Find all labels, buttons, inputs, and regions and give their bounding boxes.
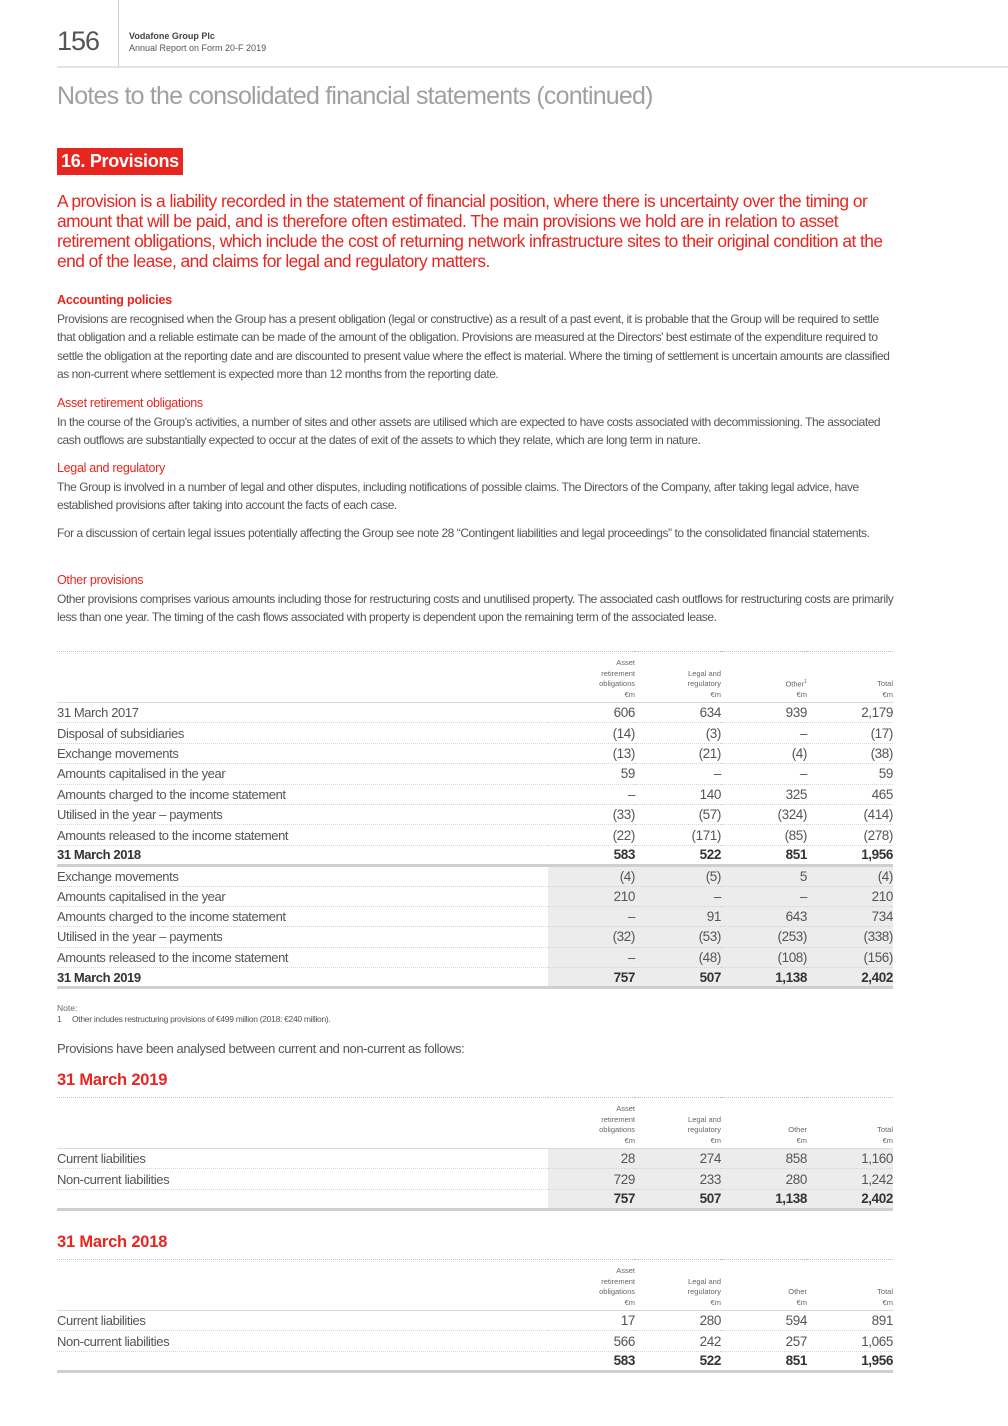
split-2018-heading: 31 March 2018 (57, 1233, 168, 1251)
col-header-total: Total €m (877, 1287, 893, 1307)
col-header-aro: Asset retirement obligations €m (599, 658, 635, 699)
table-row-subtotal-2018: 31 March 2018 583 522 851 1,956 (57, 845, 893, 865)
other-provisions-section (57, 571, 897, 627)
table-row: Amounts released to the income statement (22) (171) (85) (278) (57, 825, 893, 845)
table-row: Utilised in the year – payments (32) (53) (253) (338) (57, 927, 893, 947)
legal-section (57, 459, 897, 515)
other-provisions-heading: Other provisions (57, 573, 144, 587)
accounting-policies-heading: Accounting policies (57, 293, 172, 307)
table-row: Current liabilities 28 274 858 1,160 (57, 1149, 893, 1169)
analysed-text: Provisions have been analysed between current and non-current as follows: (57, 1041, 465, 1056)
table-row-total: 757 507 1,138 2,402 (57, 1189, 893, 1209)
split-2019-table (57, 1097, 893, 1211)
provisions-movement-table (57, 651, 893, 989)
table-row: Amounts released to the income statement – (48) (108) (156) (57, 947, 893, 967)
table-header-row (57, 1260, 893, 1311)
table-row: Non-current liabilities 729 233 280 1,242 (57, 1169, 893, 1189)
aro-section (57, 394, 897, 450)
split-2019-heading: 31 March 2019 (57, 1071, 168, 1089)
company-name: Vodafone Group Plc (129, 31, 215, 41)
col-header-aro: Asset retirement obligations €m (599, 1266, 635, 1307)
table-row: Amounts capitalised in the year 210 – – 210 (57, 886, 893, 906)
report-title: Annual Report on Form 20-F 2019 (129, 43, 267, 53)
legal-discussion (57, 524, 897, 543)
table-row-total: 583 522 851 1,956 (57, 1351, 893, 1371)
table-row: Amounts capitalised in the year 59 – – 59 (57, 764, 893, 784)
legal-text: The Group is involved in a number of legal and other disputes, including notifications of possible claims. The Directors of the Company, after taking legal advice, have established provisions after taking into account the facts of each case. (57, 479, 859, 513)
note-title: 16. Provisions (57, 148, 183, 175)
page-number: 156 (57, 26, 100, 56)
table-row: 31 March 2017 606 634 939 2,179 (57, 703, 893, 723)
table-row-total-2019: 31 March 2019 757 507 1,138 2,402 (57, 968, 893, 988)
other-provisions-text: Other provisions comprises various amounts including those for restructuring costs and unutilised property. The associated cash outflows for restructuring costs are primarily less than one year. The timing of the cash flows associated with property is dependent upon the remaining term of the associated lease. (57, 591, 894, 625)
accounting-policies-section (57, 291, 897, 384)
table-header-row (57, 1098, 893, 1149)
table-row: Non-current liabilities 566 242 257 1,065 (57, 1331, 893, 1351)
table-row: Utilised in the year – payments (33) (57) (324) (414) (57, 804, 893, 824)
footnote-heading: Note: (57, 1003, 78, 1013)
split-2018-table (57, 1259, 893, 1373)
section-title: Notes to the consolidated financial statements (continued) (57, 82, 653, 110)
col-header-legal: Legal and regulatory €m (687, 1114, 721, 1145)
aro-text: In the course of the Group's activities, a number of sites and other assets are utilised which are expected to have costs associated with decommissioning. The associated cash outflows are substantially expected to occur at the dates of exit of the assets to which they relate, which are long term in nature. (57, 414, 881, 448)
page-header (0, 0, 1008, 68)
table-row: Current liabilities 17 280 594 891 (57, 1311, 893, 1331)
aro-heading: Asset retirement obligations (57, 396, 203, 410)
col-header-aro: Asset retirement obligations €m (599, 1104, 635, 1145)
accounting-policies-text: Provisions are recognised when the Group has a present obligation (legal or constructive) as a result of a past event, it is probable that the Group will be required to settle that obligation and a reliable estimate can be made of the amount of the obligation. Provisions are measured at the Directors' best estimate of the expenditure required to settle the obligation at the reporting date and are discounted to present value where the effect is material. Where the timing of settlement is uncertain amounts are classified as non-current where settlement is expected more than 12 months from the reporting date. (57, 311, 890, 382)
table-row: Amounts charged to the income statement – 140 325 465 (57, 784, 893, 804)
footnote: 1 Other includes restructuring provisions of €499 million (2018: €240 million). (57, 1014, 331, 1024)
col-header-total: Total €m (877, 1125, 893, 1145)
legal-heading: Legal and regulatory (57, 461, 165, 475)
table-row: Exchange movements (13) (21) (4) (38) (57, 743, 893, 763)
col-header-other: Other €m (788, 1125, 807, 1145)
table-row: Amounts charged to the income statement – 91 643 734 (57, 906, 893, 926)
col-header-legal: Legal and regulatory €m (687, 668, 721, 699)
header-divider (118, 0, 119, 66)
col-header-total: Total €m (877, 679, 893, 699)
table-row: Exchange movements (4) (5) 5 (4) (57, 866, 893, 886)
intro-paragraph: A provision is a liability recorded in the statement of financial position, where there is uncertainty over the timing or amount that will be paid, and is therefore often estimated. The main provisions we hold are in relation to asset retirement obligations, which include the cost of returning network infrastructure sites to their original condition at the end of the lease, and claims for legal and regulatory matters. (57, 191, 883, 271)
col-header-legal: Legal and regulatory €m (687, 1276, 721, 1307)
table-header-row (57, 652, 893, 703)
legal-text-2: For a discussion of certain legal issues potentially affecting the Group see note 28 “Contingent liabilities and legal proceedings” to the consolidated financial statements. (57, 526, 870, 540)
table-row: Disposal of subsidiaries (14) (3) – (17) (57, 723, 893, 743)
col-header-other: Other €m (788, 1287, 807, 1307)
header-rule (57, 66, 1008, 68)
col-header-other: Other$^1$ €m (785, 678, 807, 699)
